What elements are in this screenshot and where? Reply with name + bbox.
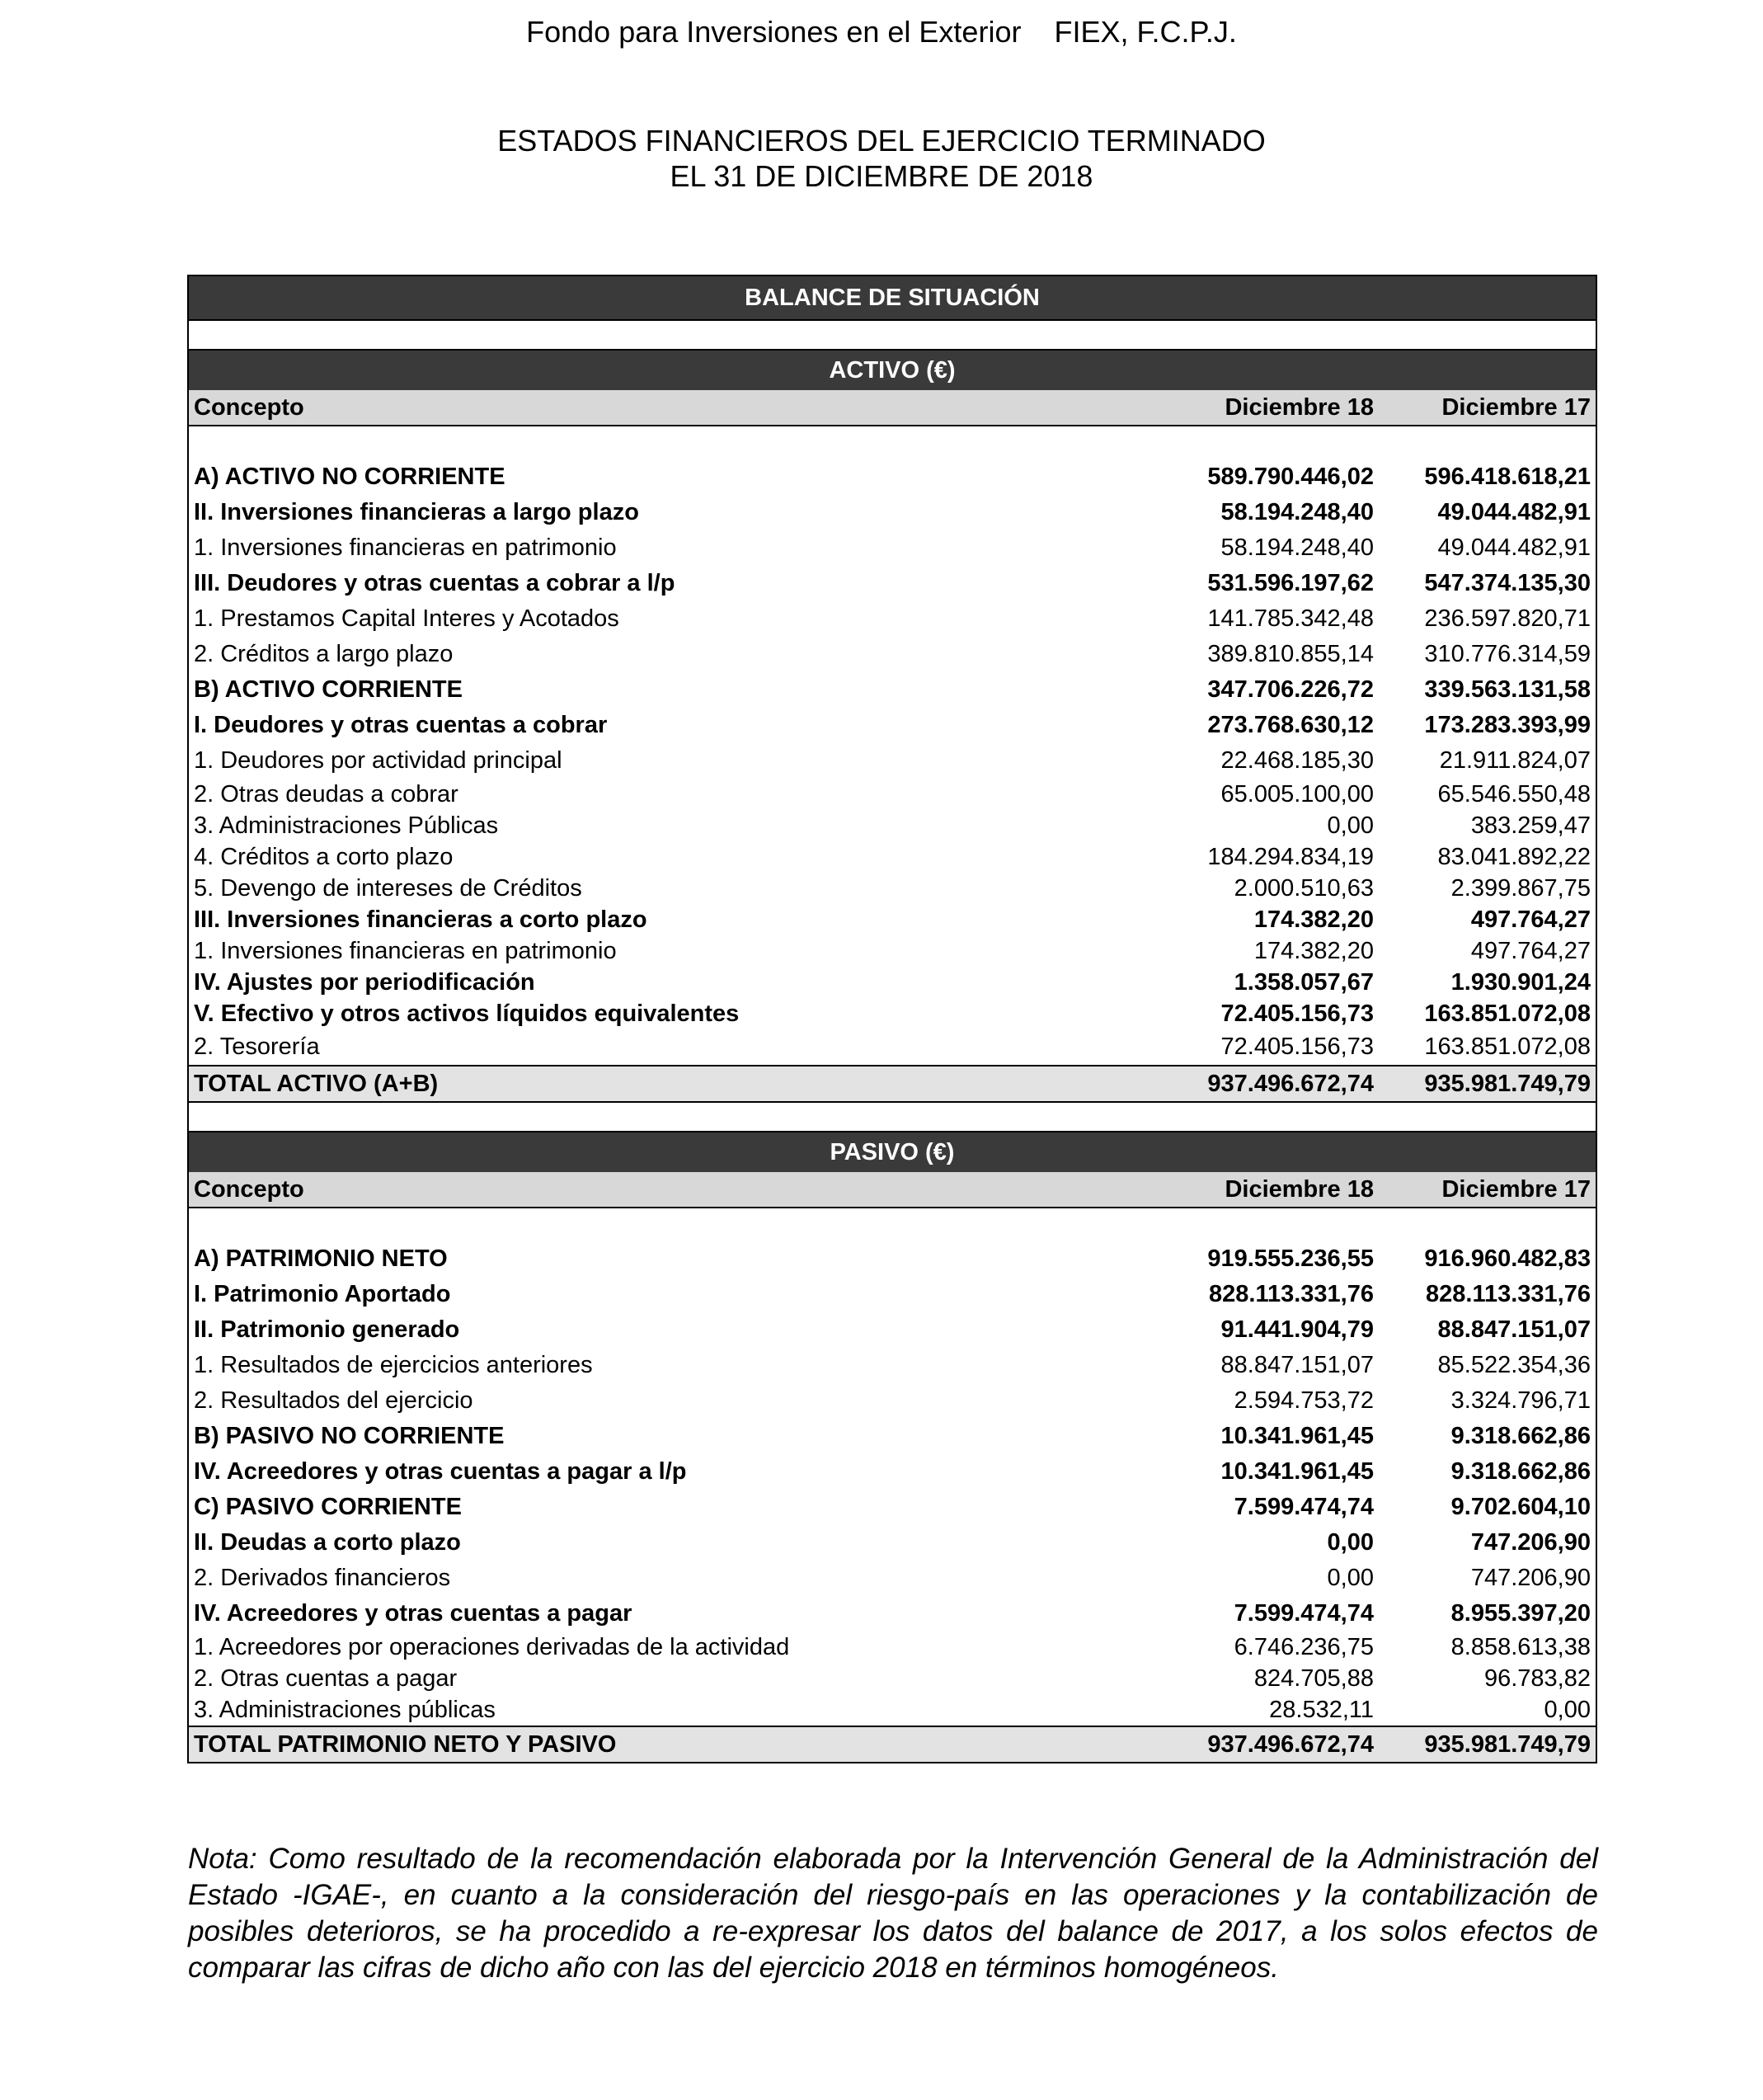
pasivo-row: [188, 1383, 1596, 1419]
pasivo-row: [188, 1694, 1596, 1726]
pasivo-section-band: [188, 1132, 1596, 1172]
pasivo-row-dic-18: 2.594.753,72: [1234, 1387, 1374, 1414]
activo-section-title: ACTIVO (€): [188, 350, 1596, 390]
pasivo-row-dic-18: 6.746.236,75: [1234, 1633, 1374, 1660]
total-activo-dic-17: 935.981.749,79: [1379, 1066, 1596, 1102]
pasivo-row-dic-17: 85.522.354,36: [1437, 1352, 1591, 1378]
pasivo-row-label: II. Patrimonio generado: [194, 1316, 460, 1343]
activo-row-dic-17: 21.911.824,07: [1439, 747, 1591, 774]
activo-row-dic-18: 58.194.248,40: [1220, 534, 1374, 561]
pasivo-row-label: B) PASIVO NO CORRIENTE: [194, 1423, 505, 1449]
activo-row-label: III. Inversiones financieras a corto plazo: [194, 906, 647, 933]
pasivo-row: [188, 1277, 1596, 1312]
pasivo-row: [188, 1663, 1596, 1694]
pasivo-row-dic-17: 0,00: [1544, 1696, 1591, 1723]
activo-row-label: A) ACTIVO NO CORRIENTE: [194, 464, 505, 490]
pasivo-row-dic-18: 91.441.904,79: [1220, 1316, 1374, 1343]
activo-row-dic-18: 141.785.342,48: [1207, 605, 1374, 632]
activo-row-dic-18: 184.294.834,19: [1207, 843, 1374, 870]
pasivo-column-headers: [188, 1172, 1596, 1208]
total-pasivo-dic-17: 935.981.749,79: [1379, 1726, 1596, 1763]
activo-row-label: 2. Otras deudas a cobrar: [194, 780, 458, 808]
activo-row-dic-17: 2.399.867,75: [1450, 874, 1591, 902]
activo-row-label: 2. Créditos a largo plazo: [194, 641, 454, 667]
pasivo-row-dic-17: 9.318.662,86: [1450, 1458, 1591, 1485]
activo-row-dic-17: 310.776.314,59: [1424, 641, 1591, 667]
total-activo-dic-18: 937.496.672,74: [1161, 1066, 1379, 1102]
pasivo-row-dic-18: 10.341.961,45: [1220, 1423, 1374, 1449]
activo-row-dic-18: 531.596.197,62: [1207, 570, 1374, 596]
activo-row-dic-18: 2.000.510,63: [1234, 874, 1374, 902]
pasivo-row: [188, 1561, 1596, 1596]
activo-row-dic-18: 273.768.630,12: [1207, 712, 1374, 738]
pasivo-row-dic-17: 3.324.796,71: [1450, 1387, 1591, 1414]
activo-row-label: B) ACTIVO CORRIENTE: [194, 676, 463, 703]
pasivo-row: [188, 1525, 1596, 1561]
activo-row: [188, 998, 1596, 1029]
activo-row: [188, 1029, 1596, 1066]
pasivo-row-label: 2. Resultados del ejercicio: [194, 1387, 473, 1414]
activo-row-label: 1. Prestamos Capital Interes y Acotados: [194, 605, 619, 632]
activo-row-label: III. Deudores y otras cuentas a cobrar a l/p: [194, 570, 675, 596]
activo-row: [188, 459, 1596, 495]
balance-title-band: [188, 275, 1596, 320]
pasivo-row-label: IV. Acreedores y otras cuentas a pagar a l/p: [194, 1458, 687, 1485]
activo-row-dic-18: 72.405.156,73: [1220, 1000, 1374, 1027]
pasivo-row-dic-18: 10.341.961,45: [1220, 1458, 1374, 1485]
activo-row-label: 4. Créditos a corto plazo: [194, 843, 454, 870]
activo-row: [188, 779, 1596, 810]
report-title-line-1: ESTADOS FINANCIEROS DEL EJERCICIO TERMINADO: [497, 124, 1266, 158]
pasivo-row-dic-17: 9.318.662,86: [1450, 1423, 1591, 1449]
fund-header: [0, 15, 1763, 49]
activo-row-dic-17: 383.259,47: [1470, 812, 1591, 839]
pasivo-row-label: 1. Acreedores por operaciones derivadas de la actividad: [194, 1633, 790, 1660]
pasivo-row-dic-17: 747.206,90: [1470, 1565, 1591, 1591]
pasivo-row-dic-17: 8.955.397,20: [1450, 1600, 1591, 1627]
activo-row-dic-18: 72.405.156,73: [1220, 1034, 1374, 1060]
activo-section-band: [188, 350, 1596, 390]
activo-row: [188, 566, 1596, 601]
report-title-line-2: EL 31 DE DICIEMBRE DE 2018: [670, 159, 1093, 193]
activo-row-dic-17: 49.044.482,91: [1437, 499, 1591, 525]
activo-row-label: IV. Ajustes por periodificación: [194, 968, 535, 996]
activo-row-dic-18: 58.194.248,40: [1220, 499, 1374, 525]
pasivo-row-label: A) PATRIMONIO NETO: [194, 1245, 448, 1272]
activo-row-label: 5. Devengo de intereses de Créditos: [194, 874, 582, 902]
balance-title: BALANCE DE SITUACIÓN: [188, 275, 1596, 320]
pasivo-row-dic-18: 828.113.331,76: [1209, 1281, 1374, 1307]
activo-row-label: 3. Administraciones Públicas: [194, 812, 499, 839]
activo-row-dic-17: 163.851.072,08: [1424, 1034, 1591, 1060]
col-concepto: Concepto: [188, 390, 1161, 426]
activo-row-dic-17: 163.851.072,08: [1424, 1000, 1591, 1027]
activo-row-dic-17: 497.764,27: [1470, 937, 1591, 964]
pasivo-row: [188, 1419, 1596, 1454]
activo-row-dic-17: 65.546.550,48: [1437, 780, 1591, 808]
pasivo-row-dic-18: 7.599.474,74: [1234, 1600, 1374, 1627]
activo-row: [188, 841, 1596, 873]
activo-column-headers: [188, 390, 1596, 426]
activo-row: [188, 672, 1596, 708]
activo-row-dic-17: 547.374.135,30: [1424, 570, 1591, 596]
activo-row: [188, 967, 1596, 998]
spacer-row: [188, 1102, 1596, 1132]
pasivo-row-label: C) PASIVO CORRIENTE: [194, 1494, 462, 1520]
pasivo-row-dic-18: 28.532,11: [1269, 1696, 1374, 1723]
fund-code: FIEX, F.C.P.J.: [1054, 15, 1237, 49]
pasivo-row: [188, 1348, 1596, 1383]
pasivo-row-dic-18: 919.555.236,55: [1207, 1245, 1374, 1272]
col-dic-17: Diciembre 17: [1379, 390, 1596, 426]
pasivo-row-label: 3. Administraciones públicas: [194, 1696, 496, 1723]
pasivo-row-dic-18: 0,00: [1327, 1565, 1374, 1591]
total-activo-row: [188, 1066, 1596, 1102]
pasivo-row-dic-17: 96.783,82: [1483, 1664, 1591, 1692]
pasivo-row-label: I. Patrimonio Aportado: [194, 1281, 451, 1307]
pasivo-row-dic-18: 7.599.474,74: [1234, 1494, 1374, 1520]
pasivo-row-dic-17: 747.206,90: [1470, 1529, 1591, 1556]
pasivo-row-dic-17: 828.113.331,76: [1426, 1281, 1591, 1307]
activo-row-label: I. Deudores y otras cuentas a cobrar: [194, 712, 608, 738]
activo-row-dic-18: 174.382,20: [1253, 937, 1374, 964]
pasivo-row-dic-17: 916.960.482,83: [1424, 1245, 1591, 1272]
pasivo-section-title: PASIVO (€): [188, 1132, 1596, 1172]
pasivo-row-dic-18: 824.705,88: [1253, 1664, 1374, 1692]
total-pasivo-row: [188, 1726, 1596, 1763]
activo-row-dic-18: 347.706.226,72: [1207, 676, 1374, 703]
activo-row-dic-18: 1.358.057,67: [1234, 968, 1374, 996]
activo-row: [188, 530, 1596, 566]
pasivo-row-dic-18: 0,00: [1327, 1529, 1374, 1556]
pasivo-row-dic-17: 88.847.151,07: [1437, 1316, 1591, 1343]
col-dic-18: Diciembre 18: [1161, 390, 1379, 426]
col-dic-18: Diciembre 18: [1161, 1172, 1379, 1208]
col-concepto: Concepto: [188, 1172, 1161, 1208]
gap-row: [188, 1208, 1596, 1241]
activo-row: [188, 637, 1596, 672]
pasivo-row-dic-17: 8.858.613,38: [1450, 1633, 1591, 1660]
activo-row-dic-18: 589.790.446,02: [1207, 464, 1374, 490]
activo-row-label: 2. Tesorería: [194, 1034, 320, 1060]
activo-row-dic-18: 65.005.100,00: [1220, 780, 1374, 808]
activo-row-dic-17: 83.041.892,22: [1437, 843, 1591, 870]
activo-row-dic-17: 1.930.901,24: [1450, 968, 1591, 996]
activo-row-dic-17: 339.563.131,58: [1424, 676, 1591, 703]
activo-row: [188, 495, 1596, 530]
activo-row-label: 1. Inversiones financieras en patrimonio: [194, 534, 617, 561]
pasivo-row-dic-18: 88.847.151,07: [1220, 1352, 1374, 1378]
activo-row: [188, 708, 1596, 743]
activo-row-dic-17: 49.044.482,91: [1437, 534, 1591, 561]
pasivo-row-label: 2. Derivados financieros: [194, 1565, 451, 1591]
activo-row: [188, 743, 1596, 779]
pasivo-row-label: IV. Acreedores y otras cuentas a pagar: [194, 1600, 632, 1627]
balance-activo-table: [187, 275, 1597, 1763]
activo-row-dic-17: 173.283.393,99: [1424, 712, 1591, 738]
total-activo-label: TOTAL ACTIVO (A+B): [188, 1066, 1161, 1102]
pasivo-row: [188, 1241, 1596, 1277]
pasivo-row: [188, 1454, 1596, 1490]
activo-row-dic-17: 236.597.820,71: [1424, 605, 1591, 632]
gap-row: [188, 426, 1596, 459]
pasivo-row-label: 1. Resultados de ejercicios anteriores: [194, 1352, 593, 1378]
activo-rows: [188, 459, 1596, 1066]
pasivo-row: [188, 1596, 1596, 1632]
footnote: Nota: Como resultado de la recomendación elaborada por la Intervención General de la Administración del Estado -IGAE-, en cuanto a la consideración del riesgo-país en las operaciones y la contabilización de posibles deterioros, se ha procedido a re-expresar los datos del balance de 2017, a los solos efectos de comparar las cifras de dicho año con las del ejercicio 2018 en términos homogéneos.: [188, 1843, 1598, 1984]
activo-row-label: V. Efectivo y otros activos líquidos equivalentes: [194, 1000, 740, 1027]
col-dic-17: Diciembre 17: [1379, 1172, 1596, 1208]
activo-row-label: II. Inversiones financieras a largo plazo: [194, 499, 639, 525]
pasivo-row-dic-17: 9.702.604,10: [1450, 1494, 1591, 1520]
activo-row: [188, 810, 1596, 841]
spacer-row: [188, 320, 1596, 350]
activo-row-dic-18: 174.382,20: [1253, 906, 1374, 933]
activo-row: [188, 873, 1596, 904]
activo-row-dic-18: 0,00: [1327, 812, 1374, 839]
pasivo-row-label: 2. Otras cuentas a pagar: [194, 1664, 458, 1692]
activo-row-dic-17: 596.418.618,21: [1424, 464, 1591, 490]
pasivo-row: [188, 1312, 1596, 1348]
total-pasivo-label: TOTAL PATRIMONIO NETO Y PASIVO: [188, 1726, 1161, 1763]
pasivo-rows: [188, 1241, 1596, 1726]
pasivo-row: [188, 1632, 1596, 1663]
activo-row-dic-18: 389.810.855,14: [1207, 641, 1374, 667]
activo-row-label: 1. Deudores por actividad principal: [194, 747, 562, 774]
pasivo-row-label: II. Deudas a corto plazo: [194, 1529, 461, 1556]
total-pasivo-dic-18: 937.496.672,74: [1161, 1726, 1379, 1763]
fund-name: Fondo para Inversiones en el Exterior: [526, 15, 1022, 49]
activo-row-dic-18: 22.468.185,30: [1220, 747, 1374, 774]
activo-row: [188, 935, 1596, 967]
activo-row-dic-17: 497.764,27: [1470, 906, 1591, 933]
pasivo-row: [188, 1490, 1596, 1525]
activo-row: [188, 601, 1596, 637]
activo-row: [188, 904, 1596, 935]
activo-row-label: 1. Inversiones financieras en patrimonio: [194, 937, 617, 964]
